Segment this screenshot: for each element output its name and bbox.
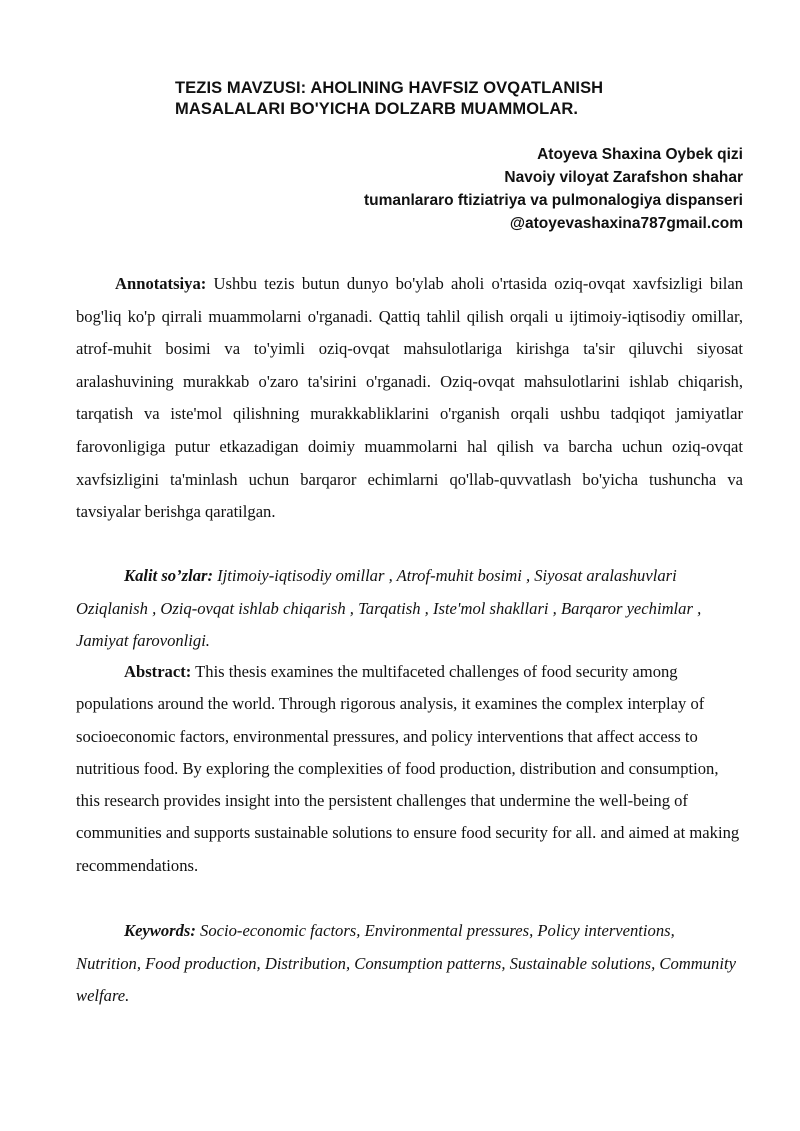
author-email: @atoyevashaxina787gmail.com bbox=[509, 215, 743, 232]
title-line-2: MASALALARI BO'YICHA DOLZARB MUAMMOLAR. bbox=[175, 100, 579, 118]
keywords-en-paragraph bbox=[76, 915, 743, 1013]
annotation-text: Ushbu tezis butun dunyo bo'ylab aholi o'rtasida oziq-ovqat xavfsizligi bilan bog'liq ko'p qirrali muammolarni o'rganadi. Qattiq tahlil qilish orqali u ijtimoiy-iqtisodiy omillar, atrof-muhit bosimi va to'yimli oziq-ovqat mahsulotlariga kirishga ta'sir qiluvchi siyosat aralashuvining murakkab o'zaro ta'sirini o'rganadi. Oziq-ovqat mahsulotlarini ishlab chiqarish, tarqatish va iste'mol qilishning murakkabliklarini o'rganish orqali ushbu tadqiqot jamiyatlar farovonligiga putur etkazadigan doimiy muammolarni hal qilish va barcha uchun oziq-ovqat xavfsizligini ta'minlash uchun barqaror echimlarni qo'llab-quvvatlash bo'yicha tushuncha va tavsiyalar berishga qaratilgan. bbox=[76, 274, 743, 522]
keywords-en-text: Socio-economic factors, Environmental pressures, Policy interventions, Nutrition, Food production, Distribution, Consumption patterns, Sustainable solutions, Community welfare. bbox=[76, 921, 736, 1006]
annotation-paragraph bbox=[76, 268, 743, 529]
author-block bbox=[364, 143, 743, 235]
author-institution: tumanlararo ftiziatriya va pulmonalogiya dispanseri bbox=[364, 192, 743, 209]
abstract-paragraph bbox=[76, 656, 743, 882]
annotation-label: Annotatsiya: bbox=[115, 274, 207, 293]
author-name: Atoyeva Shaxina Oybek qizi bbox=[537, 146, 743, 163]
keywords-uz-label: Kalit so’zlar: bbox=[124, 566, 213, 585]
title-line-1: TEZIS MAVZUSI: AHOLINING HAVFSIZ OVQATLANISH bbox=[175, 79, 604, 97]
abstract-text: This thesis examines the multifaceted challenges of food security among populations around the world. Through rigorous analysis, it examines the complex interplay of socioeconomic factors, environmental pressures, and policy interventions that affect access to nutritious food. By exploring the complexities of food production, distribution and consumption, this research provides insight into the persistent challenges that undermine the well-being of communities and supports sustainable solutions to ensure food security for all. and aimed at making recommendations. bbox=[76, 662, 740, 875]
author-location: Navoiy viloyat Zarafshon shahar bbox=[504, 169, 743, 186]
keywords-en-label: Keywords: bbox=[124, 921, 196, 940]
keywords-uz-paragraph bbox=[76, 560, 743, 658]
paper-title bbox=[175, 78, 755, 120]
abstract-label: Abstract: bbox=[124, 662, 192, 681]
keywords-uz-text: Ijtimoiy-iqtisodiy omillar , Atrof-muhit bosimi , Siyosat aralashuvlari Oziqlanish , Oziq-ovqat ishlab chiqarish , Tarqatish , Iste'mol shakllari , Barqaror yechimlar , Jamiyat farovonligi. bbox=[76, 566, 702, 651]
